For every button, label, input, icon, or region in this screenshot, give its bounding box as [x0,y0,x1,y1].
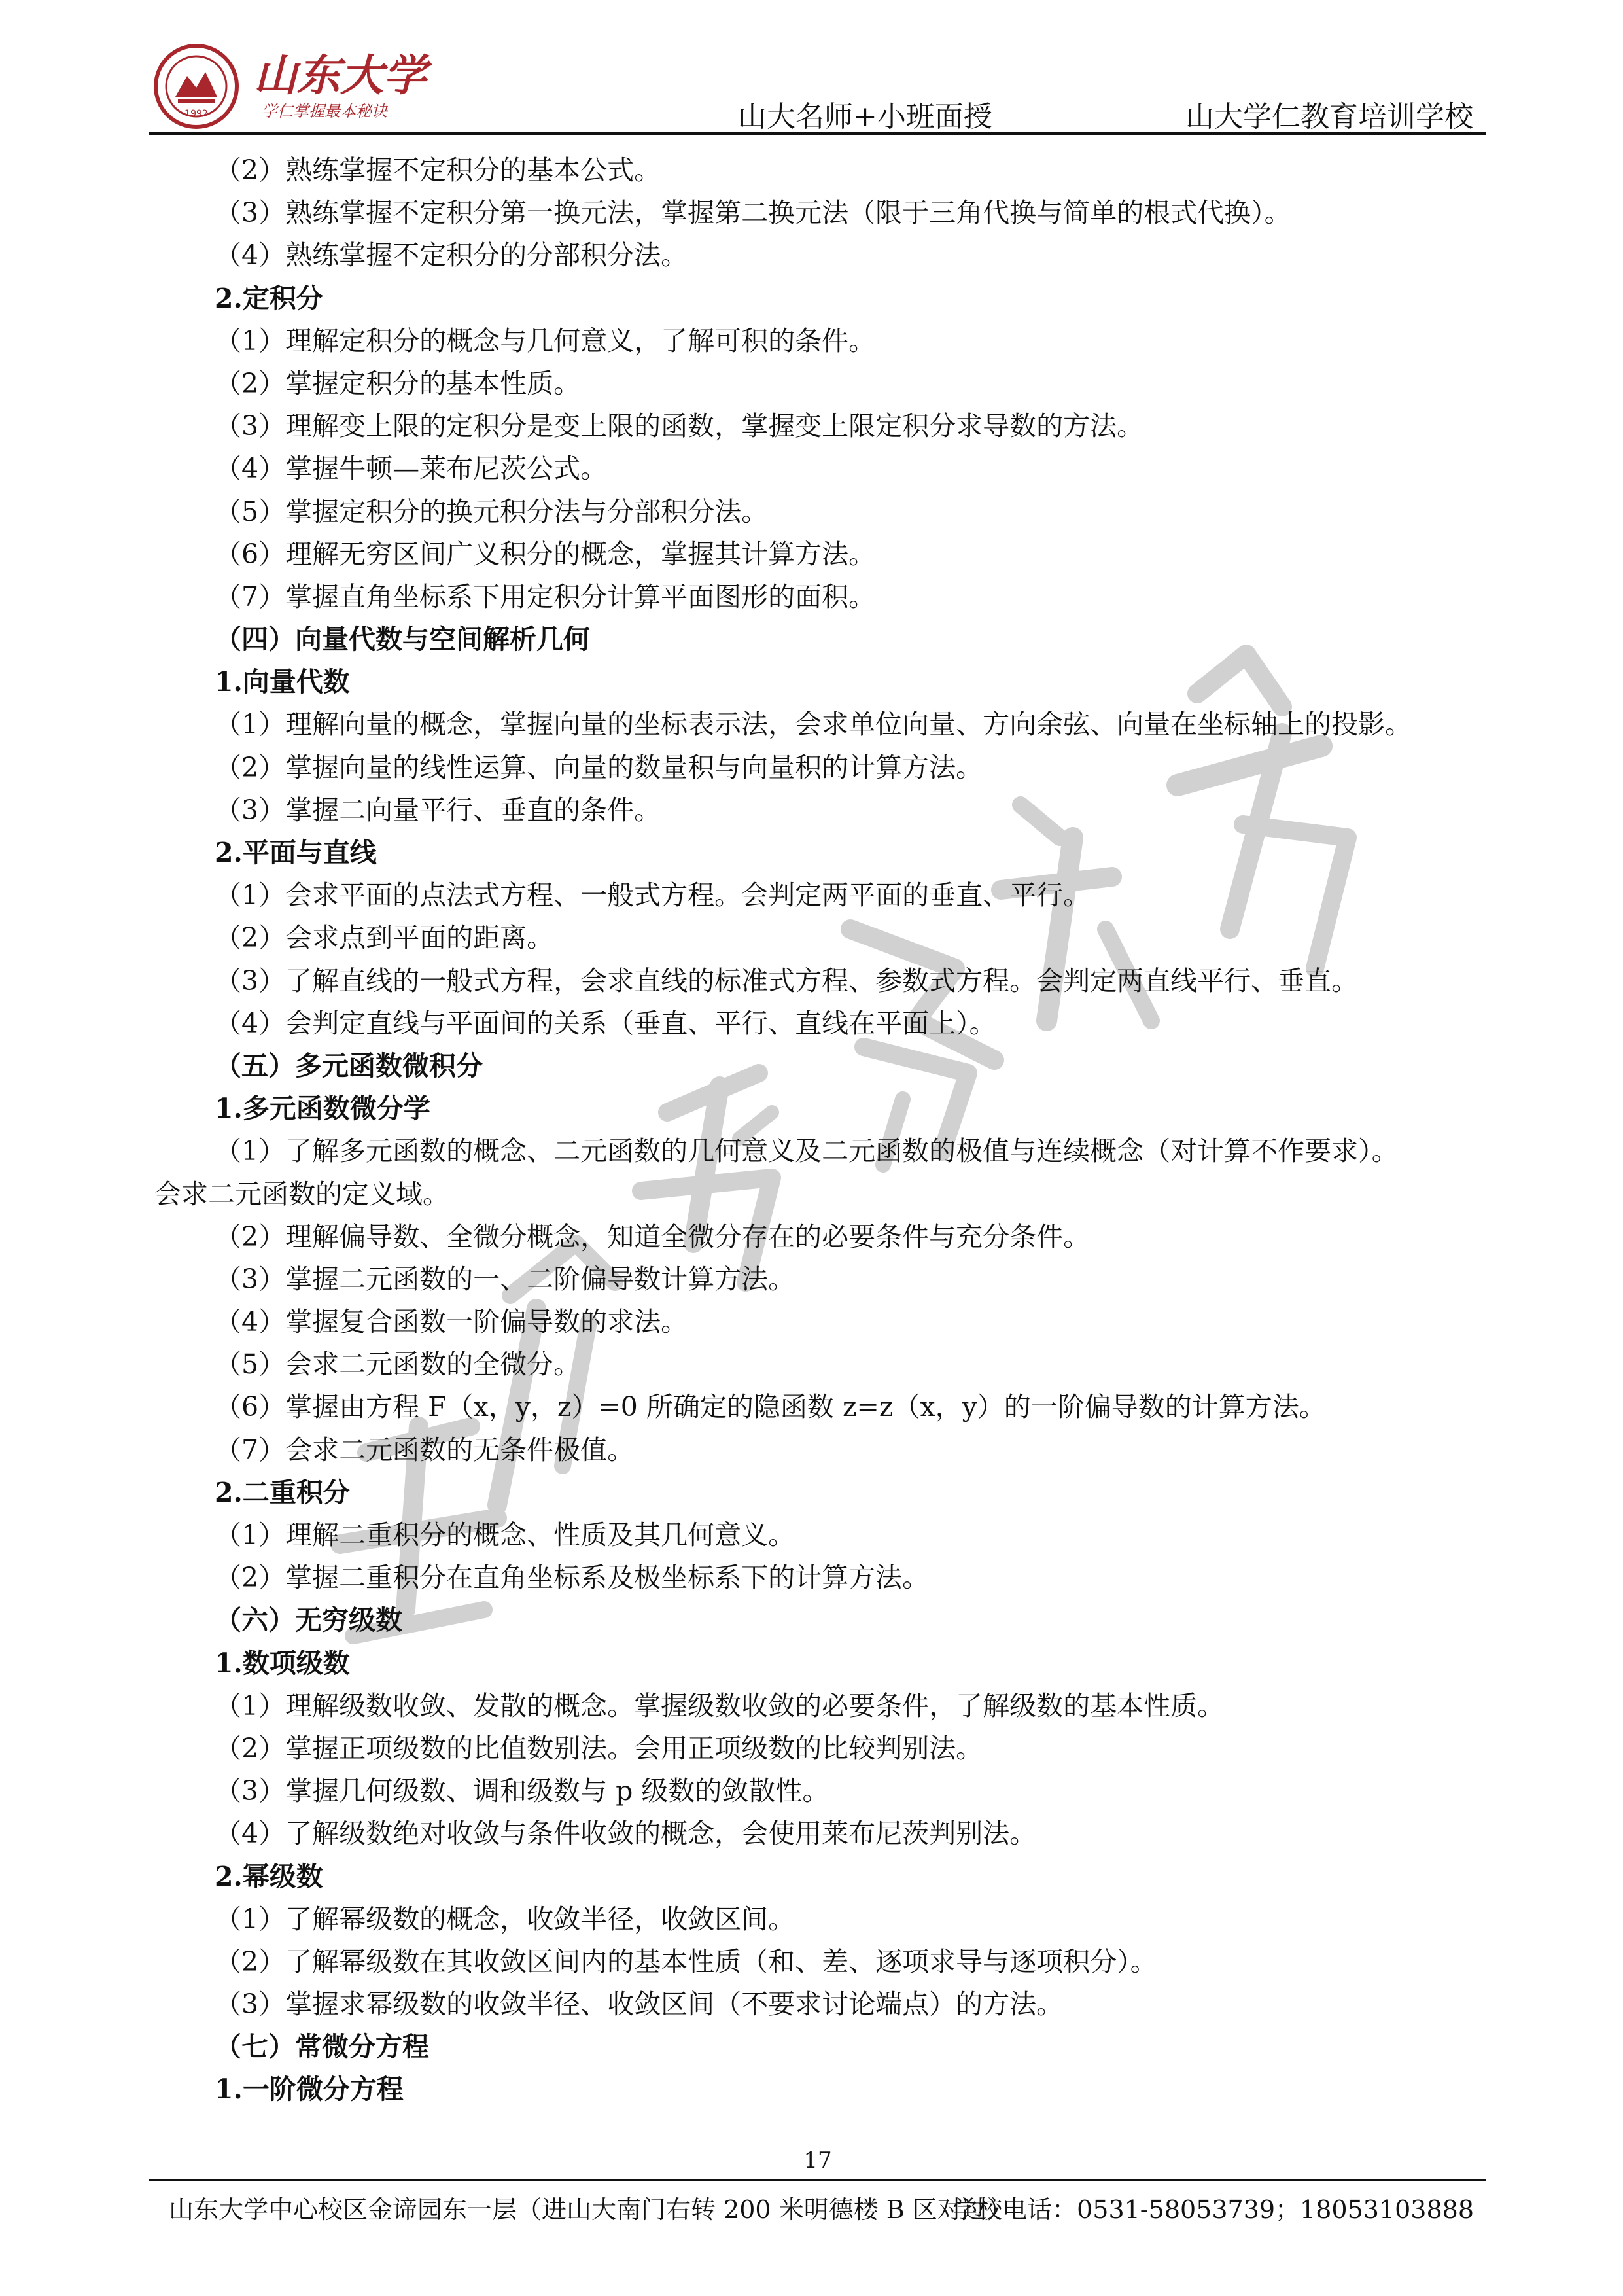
section-heading: 1.一阶微分方程 [215,2074,404,2106]
section-heading: 1.数项级数 [215,1647,350,1679]
list-item: （1）理解向量的概念，掌握向量的坐标表示法，会求单位向量、方向余弦、向量在坐标轴上的投影。 [215,709,1412,741]
page-number: 17 [803,2147,832,2174]
list-item: （3）熟练掌握不定积分第一换元法，掌握第二换元法（限于三角代换与简单的根式代换）。 [215,197,1291,229]
section-heading: 1.多元函数微分学 [215,1093,430,1125]
logo-wordmark: 山东大学 [254,50,427,101]
section-heading: 1.向量代数 [215,666,350,698]
header-divider [149,132,1486,135]
syllabus-content [154,149,1486,2111]
list-item: （3）掌握二向量平行、垂直的条件。 [215,794,661,826]
section-heading: （七）常微分方程 [215,2031,429,2063]
header-school-name: 山大学仁教育培训学校 [1185,100,1473,133]
list-item: （3）了解直线的一般式方程，会求直线的标准式方程、参数式方程。会判定两直线平行、垂直。 [215,964,1359,997]
list-item: （2）掌握正项级数的比值数别法。会用正项级数的比较判别法。 [215,1732,983,1764]
list-item: （3）掌握几何级数、调和级数与 p 级数的敛散性。 [215,1775,829,1807]
logo-motto: 学仁掌握最本秘诀 [262,102,387,120]
list-item: （4）了解级数绝对收敛与条件收敛的概念，会使用莱布尼茨判别法。 [215,1818,1037,1850]
list-item: （4）掌握复合函数一阶偏导数的求法。 [215,1306,688,1338]
list-item: （2）掌握向量的线性运算、向量的数量积与向量积的计算方法。 [215,751,983,783]
footer-address: 山东大学中心校区金谛园东一层（进山大南门右转 200 米明德楼 B 区对过） [169,2195,1012,2224]
list-item: （2）熟练掌握不定积分的基本公式。 [215,154,661,186]
list-item: （2）会求点到平面的距离。 [215,922,554,954]
list-item: （1）理解定积分的概念与几何意义，了解可积的条件。 [215,325,876,357]
list-item: （3）掌握二元函数的一、二阶偏导数计算方法。 [215,1263,795,1295]
section-heading: （四）向量代数与空间解析几何 [215,624,590,656]
continuation-line: 会求二元函数的定义域。 [154,1178,449,1210]
list-item: （7）会求二元函数的无条件极值。 [215,1434,635,1466]
page-header [149,39,1486,137]
list-item: （3）理解变上限的定积分是变上限的函数，掌握变上限定积分求导数的方法。 [215,410,1144,442]
list-item: （2）掌握二重积分在直角坐标系及极坐标系下的计算方法。 [215,1562,930,1594]
section-heading: 2.平面与直线 [215,837,377,868]
list-item: （2）掌握定积分的基本性质。 [215,367,581,399]
list-item: （4）熟练掌握不定积分的分部积分法。 [215,239,688,272]
list-item: （1）了解多元函数的概念、二元函数的几何意义及二元函数的极值与连续概念（对计算不作要求）。 [215,1135,1399,1167]
university-logo [149,39,542,137]
section-heading: 2.二重积分 [215,1476,350,1508]
list-item: （5）掌握定积分的换元积分法与分部积分法。 [215,495,769,527]
list-item: （5）会求二元函数的全微分。 [215,1349,581,1381]
list-item: （7）掌握直角坐标系下用定积分计算平面图形的面积。 [215,580,876,612]
list-item: （1）了解幂级数的概念，收敛半径，收敛区间。 [215,1903,795,1935]
logo-year: 1992 [184,109,208,119]
list-item: （1）理解级数收敛、发散的概念。掌握级数收敛的必要条件，了解级数的基本性质。 [215,1689,1225,1722]
list-item: （3）掌握求幂级数的收敛半径、收敛区间（不要求讨论端点）的方法。 [215,1988,1064,2021]
list-item: （1）理解二重积分的概念、性质及其几何意义。 [215,1519,795,1551]
section-heading: 2.幂级数 [215,1860,323,1892]
footer-phone: 学校电话：0531-58053739；18053103888 [952,2195,1474,2224]
section-heading: （五）多元函数微积分 [215,1050,483,1082]
list-item: （4）掌握牛顿—莱布尼茨公式。 [215,453,608,485]
section-heading: 2.定积分 [215,282,323,314]
list-item: （1）会求平面的点法式方程、一般式方程。会判定两平面的垂直、平行。 [215,879,1091,911]
section-heading: （六）无穷级数 [215,1604,402,1636]
list-item: （4）会判定直线与平面间的关系（垂直、平行、直线在平面上）。 [215,1007,996,1039]
list-item: （6）掌握由方程 F（x，y，z）=0 所确定的隐函数 z=z（x，y）的一阶偏导数的计算方法。 [215,1391,1326,1423]
list-item: （2）理解偏导数、全微分概念，知道全微分存在的必要条件与充分条件。 [215,1220,1091,1252]
list-item: （2）了解幂级数在其收敛区间内的基本性质（和、差、逐项求导与逐项积分）。 [215,1945,1157,1977]
footer-divider [149,2179,1486,2181]
header-slogan: 山大名师+小班面授 [738,100,992,133]
list-item: （6）理解无穷区间广义积分的概念，掌握其计算方法。 [215,538,876,570]
